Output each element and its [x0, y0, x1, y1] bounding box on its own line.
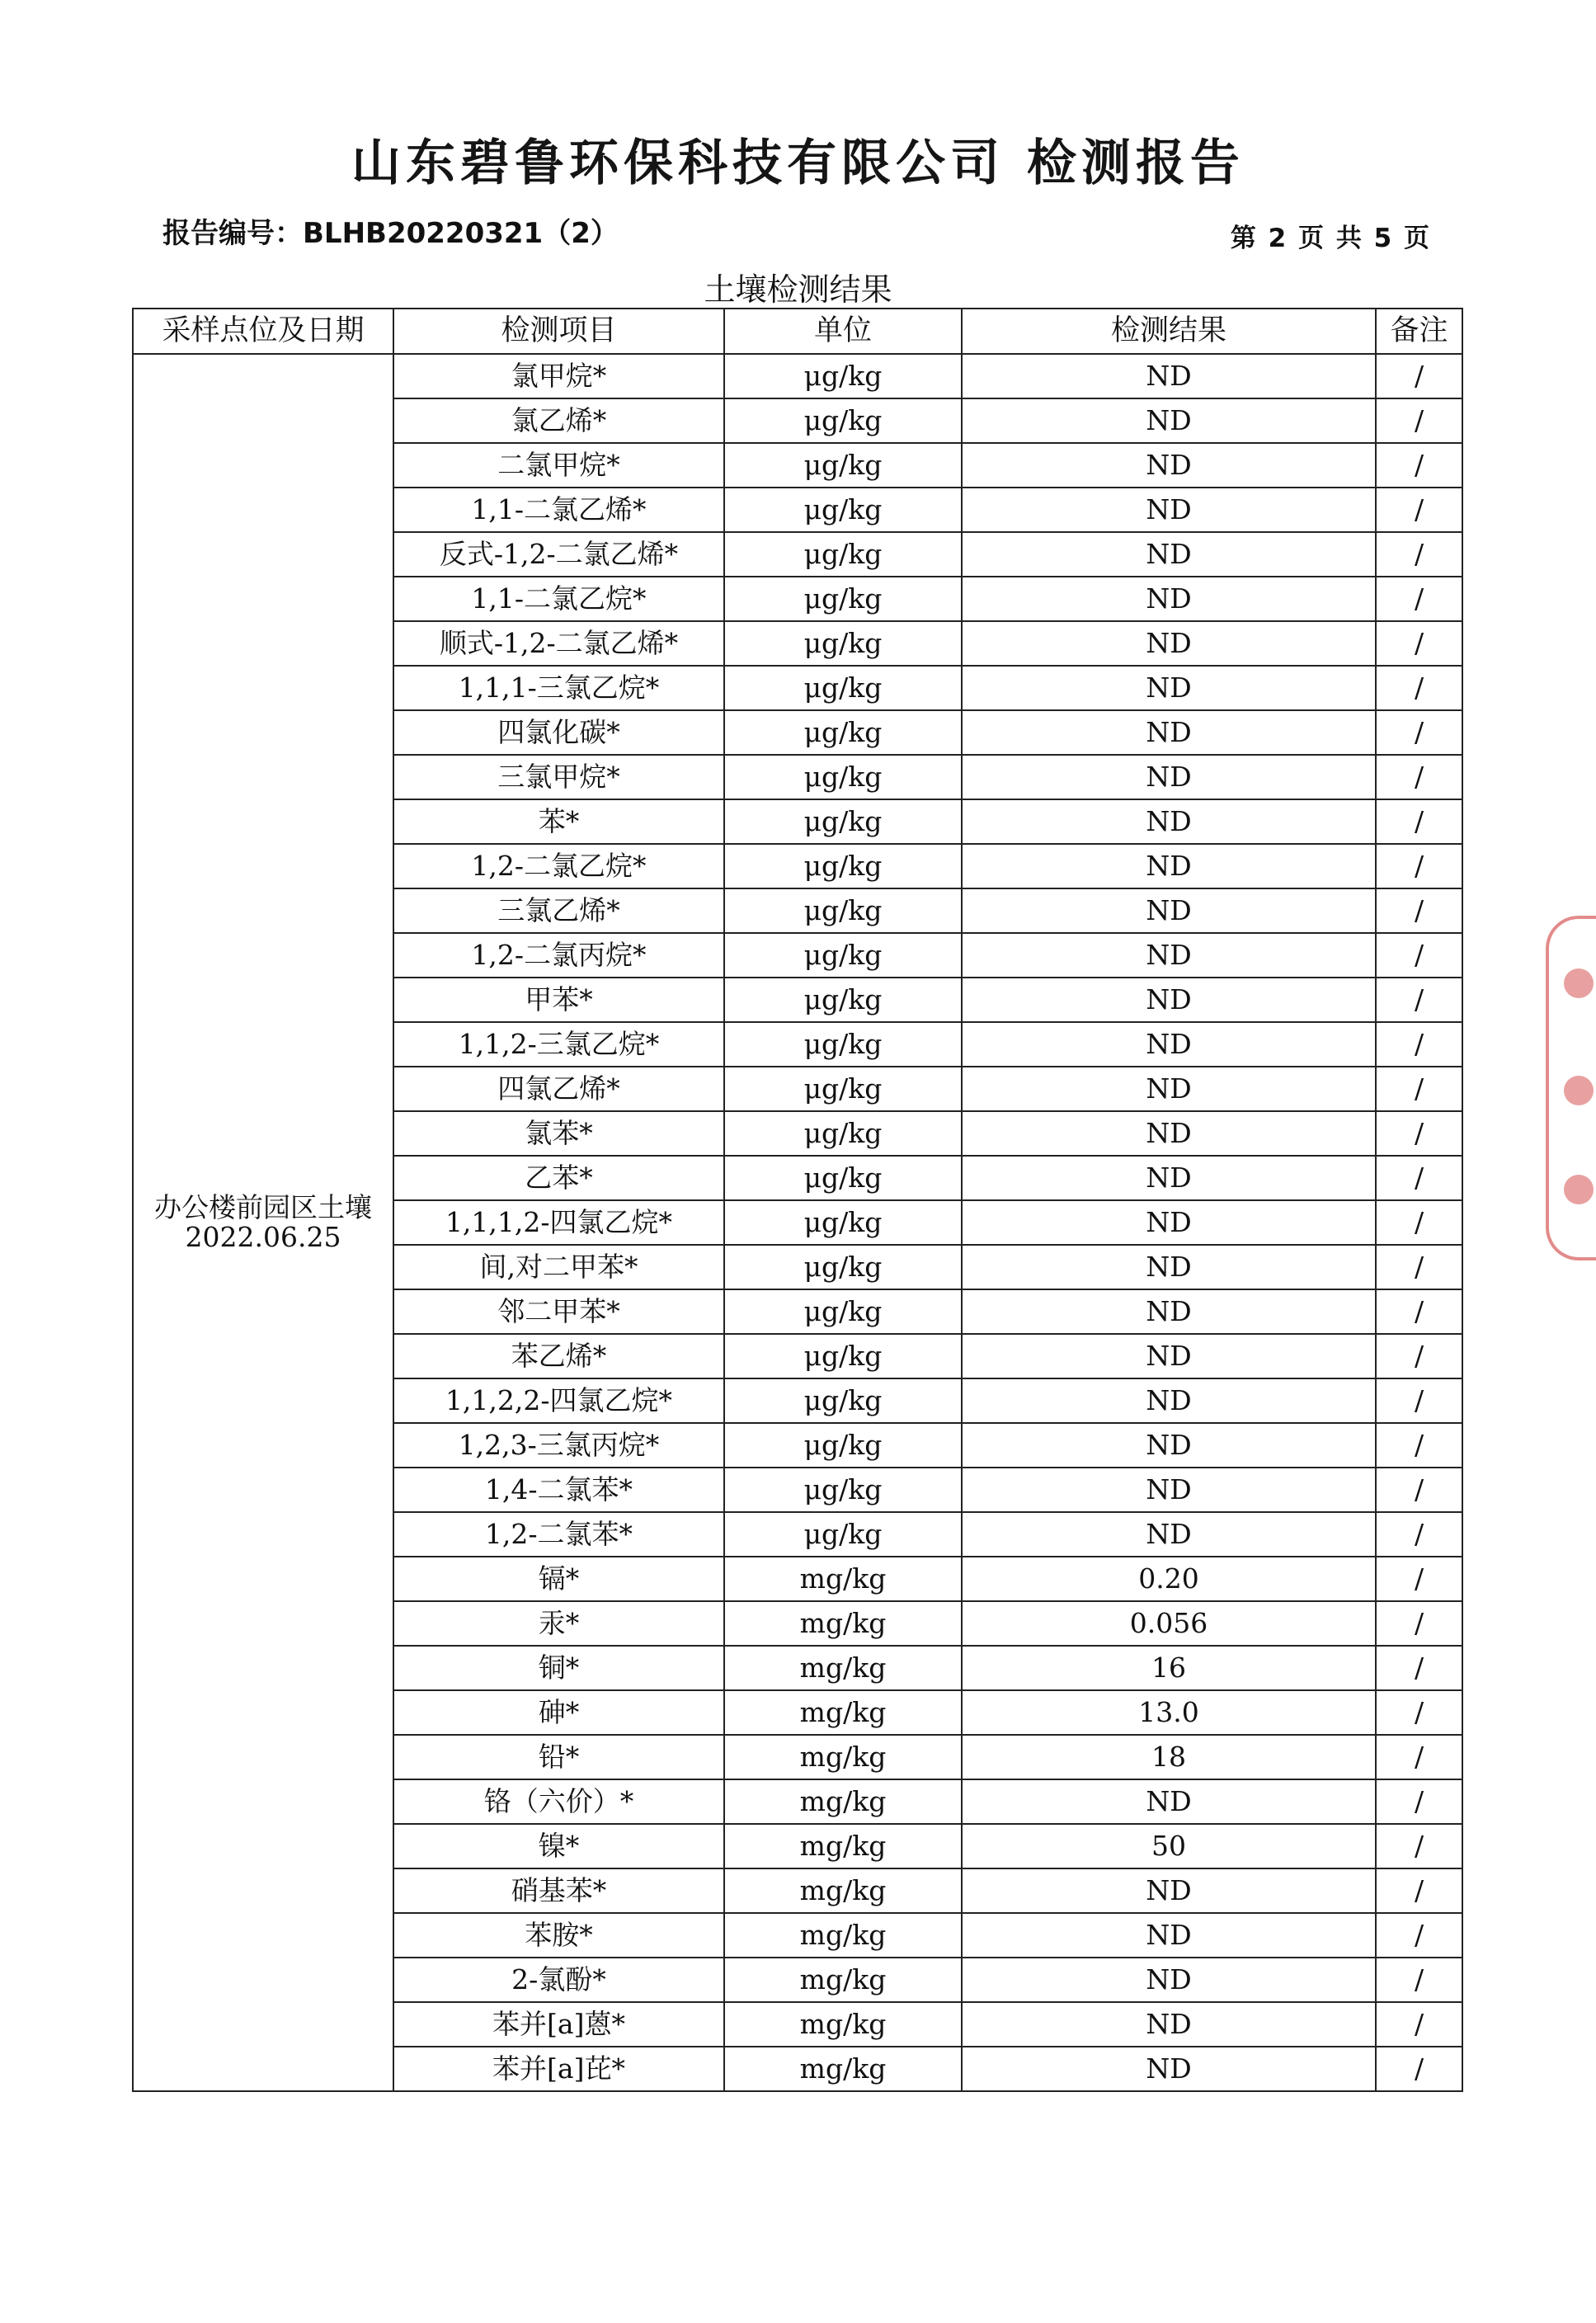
test-item-cell: 1,2-二氯乙烷*	[393, 844, 724, 888]
note-cell: /	[1376, 488, 1462, 532]
test-item-cell: 1,2-二氯丙烷*	[393, 933, 724, 978]
table-row	[133, 354, 1462, 398]
test-item-cell: 铜*	[393, 1646, 724, 1690]
unit-cell: μg/kg	[724, 1156, 962, 1200]
results-table	[132, 308, 1463, 2092]
test-item-cell: 1,1,2-三氯乙烷*	[393, 1022, 724, 1067]
table-body	[133, 354, 1462, 2091]
result-cell: ND	[962, 978, 1376, 1022]
result-cell: ND	[962, 1868, 1376, 1913]
test-item-cell: 苯乙烯*	[393, 1334, 724, 1378]
note-cell: /	[1376, 1690, 1462, 1735]
test-item-cell: 四氯乙烯*	[393, 1067, 724, 1111]
sampling-date: 2022.06.25	[185, 1221, 341, 1253]
unit-cell: μg/kg	[724, 1378, 962, 1423]
note-cell: /	[1376, 1334, 1462, 1378]
result-cell: ND	[962, 443, 1376, 488]
result-cell: ND	[962, 1245, 1376, 1289]
result-cell: ND	[962, 1067, 1376, 1111]
unit-cell: mg/kg	[724, 1779, 962, 1824]
test-item-cell: 氯乙烯*	[393, 398, 724, 443]
note-cell: /	[1376, 1557, 1462, 1601]
note-cell: /	[1376, 1378, 1462, 1423]
result-cell: ND	[962, 933, 1376, 978]
note-cell: /	[1376, 443, 1462, 488]
unit-cell: mg/kg	[724, 1601, 962, 1646]
result-cell: 13.0	[962, 1690, 1376, 1735]
test-item-cell: 二氯甲烷*	[393, 443, 724, 488]
result-cell: ND	[962, 1111, 1376, 1156]
note-cell: /	[1376, 354, 1462, 398]
note-cell: /	[1376, 577, 1462, 621]
note-cell: /	[1376, 1958, 1462, 2002]
header-site-date: 采样点位及日期	[133, 309, 393, 354]
sampling-site: 办公楼前园区土壤	[154, 1190, 372, 1223]
note-cell: /	[1376, 933, 1462, 978]
unit-cell: μg/kg	[724, 888, 962, 933]
result-cell: ND	[962, 532, 1376, 577]
result-cell: ND	[962, 2002, 1376, 2047]
result-cell: ND	[962, 1378, 1376, 1423]
note-cell: /	[1376, 2002, 1462, 2047]
table-header-row	[133, 309, 1462, 354]
unit-cell: μg/kg	[724, 1468, 962, 1512]
red-seal-stamp-icon	[1546, 916, 1596, 1260]
test-item-cell: 苯并[a]蒽*	[393, 2002, 724, 2047]
test-item-cell: 1,2-二氯苯*	[393, 1512, 724, 1557]
result-cell: ND	[962, 710, 1376, 755]
result-cell: ND	[962, 1334, 1376, 1378]
result-cell: ND	[962, 2047, 1376, 2091]
result-cell: ND	[962, 888, 1376, 933]
unit-cell: μg/kg	[724, 1067, 962, 1111]
result-cell: ND	[962, 354, 1376, 398]
test-item-cell: 1,1,1,2-四氯乙烷*	[393, 1200, 724, 1245]
note-cell: /	[1376, 799, 1462, 844]
result-cell: 0.056	[962, 1601, 1376, 1646]
page-info: 第 2 页 共 5 页	[1230, 224, 1431, 253]
header-note: 备注	[1376, 309, 1462, 354]
unit-cell: μg/kg	[724, 1289, 962, 1334]
result-cell: ND	[962, 1022, 1376, 1067]
unit-cell: μg/kg	[724, 755, 962, 799]
test-item-cell: 乙苯*	[393, 1156, 724, 1200]
result-cell: ND	[962, 799, 1376, 844]
site-date-cell	[133, 354, 393, 2091]
note-cell: /	[1376, 710, 1462, 755]
note-cell: /	[1376, 2047, 1462, 2091]
unit-cell: mg/kg	[724, 1913, 962, 1958]
test-item-cell: 镍*	[393, 1824, 724, 1868]
test-item-cell: 砷*	[393, 1690, 724, 1735]
result-cell: 50	[962, 1824, 1376, 1868]
unit-cell: μg/kg	[724, 710, 962, 755]
test-item-cell: 铬（六价）*	[393, 1779, 724, 1824]
table-caption: 土壤检测结果	[704, 271, 892, 308]
test-item-cell: 1,2,3-三氯丙烷*	[393, 1423, 724, 1468]
unit-cell: μg/kg	[724, 844, 962, 888]
result-cell: ND	[962, 844, 1376, 888]
result-cell: ND	[962, 666, 1376, 710]
result-cell: 0.20	[962, 1557, 1376, 1601]
result-cell: ND	[962, 398, 1376, 443]
note-cell: /	[1376, 621, 1462, 666]
unit-cell: μg/kg	[724, 1245, 962, 1289]
unit-cell: μg/kg	[724, 398, 962, 443]
report-number: 报告编号：BLHB20220321（2）	[162, 217, 619, 250]
unit-cell: μg/kg	[724, 1512, 962, 1557]
note-cell: /	[1376, 1868, 1462, 1913]
test-item-cell: 1,1,2,2-四氯乙烷*	[393, 1378, 724, 1423]
note-cell: /	[1376, 1200, 1462, 1245]
note-cell: /	[1376, 888, 1462, 933]
note-cell: /	[1376, 1067, 1462, 1111]
test-item-cell: 氯甲烷*	[393, 354, 724, 398]
result-cell: 16	[962, 1646, 1376, 1690]
test-item-cell: 硝基苯*	[393, 1868, 724, 1913]
unit-cell: mg/kg	[724, 1958, 962, 2002]
result-cell: 18	[962, 1735, 1376, 1779]
note-cell: /	[1376, 1245, 1462, 1289]
result-cell: ND	[962, 1156, 1376, 1200]
note-cell: /	[1376, 844, 1462, 888]
header-result: 检测结果	[962, 309, 1376, 354]
result-cell: ND	[962, 1468, 1376, 1512]
unit-cell: μg/kg	[724, 1111, 962, 1156]
note-cell: /	[1376, 666, 1462, 710]
test-item-cell: 1,4-二氯苯*	[393, 1468, 724, 1512]
note-cell: /	[1376, 1468, 1462, 1512]
note-cell: /	[1376, 1779, 1462, 1824]
unit-cell: μg/kg	[724, 1022, 962, 1067]
note-cell: /	[1376, 1022, 1462, 1067]
unit-cell: μg/kg	[724, 443, 962, 488]
test-item-cell: 苯胺*	[393, 1913, 724, 1958]
test-item-cell: 1,1,1-三氯乙烷*	[393, 666, 724, 710]
unit-cell: μg/kg	[724, 577, 962, 621]
result-cell: ND	[962, 621, 1376, 666]
unit-cell: μg/kg	[724, 488, 962, 532]
header-item: 检测项目	[393, 309, 724, 354]
note-cell: /	[1376, 1512, 1462, 1557]
note-cell: /	[1376, 1423, 1462, 1468]
unit-cell: μg/kg	[724, 1200, 962, 1245]
test-item-cell: 三氯甲烷*	[393, 755, 724, 799]
unit-cell: mg/kg	[724, 1868, 962, 1913]
test-item-cell: 1,1-二氯乙烷*	[393, 577, 724, 621]
test-item-cell: 苯并[a]芘*	[393, 2047, 724, 2091]
unit-cell: μg/kg	[724, 799, 962, 844]
test-item-cell: 苯*	[393, 799, 724, 844]
test-item-cell: 四氯化碳*	[393, 710, 724, 755]
test-item-cell: 2-氯酚*	[393, 1958, 724, 2002]
result-cell: ND	[962, 755, 1376, 799]
unit-cell: mg/kg	[724, 1557, 962, 1601]
test-item-cell: 汞*	[393, 1601, 724, 1646]
result-cell: ND	[962, 1512, 1376, 1557]
unit-cell: mg/kg	[724, 2047, 962, 2091]
test-item-cell: 反式-1,2-二氯乙烯*	[393, 532, 724, 577]
note-cell: /	[1376, 1111, 1462, 1156]
test-item-cell: 1,1-二氯乙烯*	[393, 488, 724, 532]
result-cell: ND	[962, 488, 1376, 532]
unit-cell: mg/kg	[724, 1646, 962, 1690]
unit-cell: mg/kg	[724, 2002, 962, 2047]
unit-cell: μg/kg	[724, 933, 962, 978]
note-cell: /	[1376, 1289, 1462, 1334]
result-cell: ND	[962, 1779, 1376, 1824]
unit-cell: μg/kg	[724, 978, 962, 1022]
test-item-cell: 顺式-1,2-二氯乙烯*	[393, 621, 724, 666]
unit-cell: μg/kg	[724, 621, 962, 666]
note-cell: /	[1376, 755, 1462, 799]
test-item-cell: 邻二甲苯*	[393, 1289, 724, 1334]
result-cell: ND	[962, 1913, 1376, 1958]
result-cell: ND	[962, 1958, 1376, 2002]
test-item-cell: 铅*	[393, 1735, 724, 1779]
note-cell: /	[1376, 978, 1462, 1022]
unit-cell: μg/kg	[724, 354, 962, 398]
unit-cell: μg/kg	[724, 666, 962, 710]
note-cell: /	[1376, 1913, 1462, 1958]
result-cell: ND	[962, 577, 1376, 621]
note-cell: /	[1376, 1735, 1462, 1779]
unit-cell: μg/kg	[724, 1423, 962, 1468]
result-cell: ND	[962, 1423, 1376, 1468]
note-cell: /	[1376, 1601, 1462, 1646]
test-item-cell: 三氯乙烯*	[393, 888, 724, 933]
note-cell: /	[1376, 1824, 1462, 1868]
note-cell: /	[1376, 1156, 1462, 1200]
test-item-cell: 甲苯*	[393, 978, 724, 1022]
unit-cell: μg/kg	[724, 1334, 962, 1378]
test-item-cell: 间,对二甲苯*	[393, 1245, 724, 1289]
unit-cell: mg/kg	[724, 1735, 962, 1779]
test-item-cell: 镉*	[393, 1557, 724, 1601]
note-cell: /	[1376, 1646, 1462, 1690]
header-unit: 单位	[724, 309, 962, 354]
result-cell: ND	[962, 1289, 1376, 1334]
test-item-cell: 氯苯*	[393, 1111, 724, 1156]
unit-cell: mg/kg	[724, 1690, 962, 1735]
note-cell: /	[1376, 398, 1462, 443]
note-cell: /	[1376, 532, 1462, 577]
result-cell: ND	[962, 1200, 1376, 1245]
unit-cell: μg/kg	[724, 532, 962, 577]
report-title: 山东碧鲁环保科技有限公司 检测报告	[351, 134, 1245, 192]
unit-cell: mg/kg	[724, 1824, 962, 1868]
